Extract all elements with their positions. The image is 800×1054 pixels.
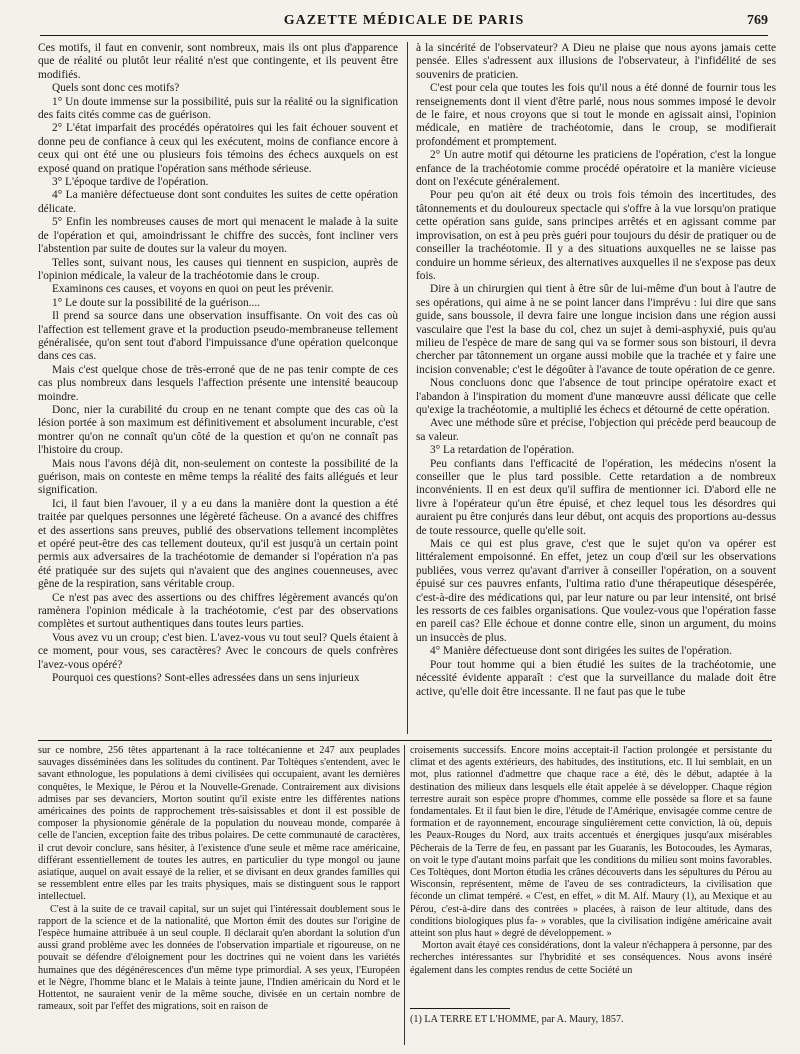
paragraph: Il prend sa source dans une observation insuffisante. On voit des cas où l'affection est tellement grave et la production pseudo-membraneuse tellement généralisée, qu'on sent tout d'abord l'impuissance d'une opération quelconque dans ces cas. — [38, 310, 398, 363]
paragraph: Mais ce qui est plus grave, c'est que le sujet qu'on va opérer est littéralement empoisonné. En effet, jetez un coup d'œil sur les observations publiées, vous verrez qu'avant d'arriver à conseiller l'opération, on a souvent épuisé sur ces pauvres enfants, l'ultima ratio d'une thérapeutique désespérée, c'est-à-dire des médications qui, par leur nature ou par leur intensité, ont brisé les ressorts de ces faibles organisations. Que voulez-vous que l'opération fasse en pareil cas? Elle échoue et donne contre elle, sinon un argument, du moins un insuccès de plus. — [416, 538, 776, 644]
paragraph: Dire à un chirurgien qui tient à être sûr de lui-même d'un bout à l'autre de ses opérations, qui aime à ne se point lancer dans l'imprévu : lui dire que sans guide, sans boussole, il devra faire une longue incision dans une région aussi vasculaire que l'est la base du col, chez un sujet à demi-asphyxié, puis qu'au milieu de l'espèce de mare de sang qui va se former sous son bistouri, il devra chercher par tâtonnement un organe aussi mobile que la trachée et y faire une incision convenable; c'est le dégoûter à l'avance de toute opération de ce genre. — [416, 283, 776, 376]
paragraph: 2° L'état imparfait des procédés opératoires qui les fait échouer souvent et donne peu de confiance à ceux qui les exécutent, moins de confiance encore à ceux qui ont été une ou plusieurs fois témoins des échecs auxquels on est exposé quand on pratique l'opération sans méthode sérieuse. — [38, 122, 398, 175]
paragraph: croisements successifs. Encore moins acceptait-il l'action prolongée et persistante du climat et des agents extérieurs, des habitudes, des institutions, etc. Il lui semblait, en un mot, plus rationnel d'admettre que chaque race a été, dès le début, adaptée à la destination des milieux dans lesquels elle était appelée à se développer. Chaque région terrestre aurait son espèce propre d'hommes, comme elle possède sa flore et sa faune fondamentales. Et il faut bien le dire, l'étude de l'Amérique, envisagée comme centre de formation et de rayonnement, encourage singulièrement cette conviction, là où, depuis les Peaux-Rouges du Nord, aux traits accentués et énergiques jusqu'aux misérables Pêcherais de la Terre de feu, en passant par les Guaranis, les Botocoudes, les Aymaras, on voit le type d'autant moins parfait que les conditions du milieu sont moins favorables. Ces Toltèques, dont Morton étudia les crânes découverts dans les sépultures du Pérou au Wisconsin, représentent, même de l'aveu de ses contradicteurs, la civilisation que féconde un climat tempéré. « C'est, en effet, » dit M. Alf. Maury (1), au Mexique et au Pérou, c'est-à-dire dans des contrées » placées, à raison de leur altitude, dans des conditions biologiques plus fa- » vorables, que la civilisation indigène américaine avait atteint son plus haut » degré de développement. » — [410, 745, 772, 940]
footnote-rule — [410, 1008, 510, 1009]
paragraph: Peu confiants dans l'efficacité de l'opération, les médecins n'osent la conseiller que le plus tard possible. Cette retardation a de nombreux inconvénients. Il en est deux qu'il suffira de mentionner ici. D'abord elle ne livre à l'opérateur qu'un être épuisé, et chez lequel tous les désordres qui auraient pu être conjurés dans leur début, ont acquis des proportions au-dessus de toute ressource, quelle qu'elle soit. — [416, 457, 776, 537]
journal-title: GAZETTE MÉDICALE DE PARIS — [283, 13, 525, 28]
paragraph: Ces motifs, il faut en convenir, sont nombreux, mais ils ont plus d'apparence que de réalité ou plutôt leur réalité n'est que contingente, et ils peuvent être modifiés. — [38, 42, 398, 81]
section-divider — [38, 740, 772, 741]
paragraph: 1° Un doute immense sur la possibilité, puis sur la réalité ou la signification des faits cités comme cas de guérison. — [38, 95, 398, 122]
paragraph: Examinons ces causes, et voyons en quoi on peut les prévenir. — [52, 283, 334, 296]
paragraph: 2° Un autre motif qui détourne les praticiens de l'opération, c'est la longue enfance de la trachéotomie comme procédé opératoire et la manière vicieuse dont on l'exécute généralement. — [416, 149, 776, 189]
paragraph: Donc, nier la curabilité du croup en ne tenant compte que des cas où la lésion portée à son maximum est définitivement et absolument incurable, c'est montrer qu'on ne connaît qu'un côté de la question et qu'on ne connaît pas l'histoire du croup. — [38, 403, 398, 457]
paragraph: Ce n'est pas avec des assertions ou des chiffres légèrement avancés qu'on ramènera l'opinion médicale à la trachéotomie, c'est par des observations complètes et surtout authentiques dans toutes leurs parties. — [38, 591, 398, 631]
column-divider — [407, 42, 408, 734]
paragraph: C'est pour cela que toutes les fois qu'il nous a été donné de fournir tous les renseignements dont il vient d'être parlé, nous nous sommes imposé le devoir de le faire, et nous croyons que si tout le monde en agissait ainsi, l'opinion médicale, en matière de trachéotomie, dans le croup, se modifierait profondément et promptement. — [416, 82, 776, 148]
paragraph: Telles sont, suivant nous, les causes qui tiennent en suspicion, auprès de l'opinion médicale, la valeur de la trachéotomie dans le croup. — [38, 256, 398, 282]
paragraph: 4° Manière défectueuse dont sont dirigées les suites de l'opération. — [430, 645, 733, 658]
paragraph: 4° La manière défectueuse dont sont conduites les suites de cette opération délicate. — [38, 189, 398, 215]
paragraph: Nous concluons donc que l'absence de tout principe opératoire exact et l'abandon à l'inspiration du moment d'une manœuvre aussi délicate que celle qu'exige la trachéotomie, a multiplié les échecs et détourné de cette opération. — [416, 377, 776, 416]
feuilleton-column-right — [410, 745, 772, 1045]
page-header — [40, 13, 768, 36]
paragraph: Avec une méthode sûre et précise, l'objection qui précède perd beaucoup de sa valeur. — [416, 417, 776, 443]
article-columns — [38, 42, 776, 734]
column-divider — [404, 745, 405, 1045]
footnote: (1) LA TERRE ET L'HOMME, par A. Maury, 1857. — [410, 1014, 624, 1025]
paragraph: sur ce nombre, 256 têtes appartenant à la race toltécanienne et 247 aux peuplades sauvages disséminées dans les solitudes du continent. Par Toltèques s'entendent, avec le savant ethnologue, les populations à demi civilisées qui occupaient, avant les dernières conquêtes, le Mexique, le Pérou et la Nouvelle-Grenade. Contrairement aux divisions admises par ses devanciers, Morton soutint qu'il existe entre les différentes nations américaines des points de rapprochement très-saisissables et dont il est possible de composer la physionomie générale de la population du nouveau monde, comparée à celle de l'ancien, exception faite des tribus polaires. De cette communauté de caractères, il crut devoir conclure, sans hésiter, à l'existence d'une seule et même race américaine, différant essentiellement de toutes les autres, en particulier du type mongol ou jaune asiatique, auquel on avait essayé de la relier, et se divisant en deux grandes familles qui se ressemblent entre elles par les traits physiques, mais se distinguent sous le rapport intellectuel. — [38, 745, 400, 903]
paragraph: Quels sont donc ces motifs? — [52, 82, 180, 95]
paragraph: Morton avait étayé ces considérations, dont la valeur n'échappera à personne, par des recherches intéressantes sur l'hybridité et ses conséquences. Nous avons inséré également dans les comptes rendus de cette Société un — [410, 940, 772, 976]
feuilleton-column-left — [38, 745, 400, 1045]
article-column-left — [38, 42, 398, 734]
paragraph: Pourquoi ces questions? Sont-elles adressées dans un sens injurieux — [52, 672, 360, 685]
paragraph: Ici, il faut bien l'avouer, il y a eu dans la manière dont la question a été traitée par quelques personnes une légèreté fâcheuse. On a avancé des chiffres et des assertions sans preuves, publié des observations tellement incomplètes et opéré peut-être des cas tellement douteux, qu'il est jusqu'à un certain point permis aux adversaires de la trachéotomie de demander si l'opération n'a pas été pratiquée sur des sujets qui n'avaient que des angines couenneuses, avec gêne de la respiration, sans véritable croup. — [38, 497, 398, 591]
paragraph: 3° L'époque tardive de l'opération. — [52, 176, 209, 189]
paragraph: Vous avez vu un croup; c'est bien. L'avez-vous vu tout seul? Quels étaient à ce moment, pour vous, ses caractères? Avec le concours de quels confrères l'avez-vous opéré? — [38, 631, 398, 671]
paragraph: 1° Le doute sur la possibilité de la guérison.... — [52, 296, 261, 309]
feuilleton-columns — [38, 745, 772, 1045]
paragraph: Pour tout homme qui a bien étudié les suites de la trachéotomie, une nécessité évidente apparaît : c'est que la surveillance du malade doit être active, qu'elle doit être incessante. Il ne faut pas que le tube — [416, 658, 776, 698]
paragraph: Mais c'est quelque chose de très-erroné que de ne pas tenir compte de ces cas plus nombreux dans lesquels l'affection présente une intensité beaucoup moindre. — [38, 363, 398, 403]
article-column-right — [416, 42, 776, 734]
paragraph: C'est à la suite de ce travail capital, sur un sujet qui l'intéressait doublement sous le rapport de la science et de la nationalité, que Morton émit des doutes sur l'origine de l'espèce humaine attribuée à un seul couple. Il déclarait qu'en abordant la solution d'un aussi grand problème avec les données de l'observation impartiale et rigoureuse, on ne pouvait se défendre d'éloignement pour les doctrines qui ne voient dans les variétés humaines que des dégénérescences d'un même type primordial. A ses yeux, l'Européen et le Nègre, l'homme blanc et le Malais à teinte jaune, l'Indien américain du Nord et le Hottentot, ne sauraient venir de la même souche, divisée en un certain nombre de rameaux, soit par l'effet des migrations, soit en raison de — [38, 903, 400, 1013]
paragraph: Mais nous l'avons déjà dit, non-seulement on conteste la possibilité de la guérison, mais on conteste en même temps la réalité des faits allégués et leur signification. — [38, 457, 398, 497]
page-number: 769 — [747, 13, 768, 28]
paragraph: 3° La retardation de l'opération. — [430, 444, 575, 457]
paragraph: Pour peu qu'on ait été deux ou trois fois témoin des incertitudes, des tâtonnements et du douloureux spectacle qui s'offre à la vue lorsqu'on pratique cette opération sans guide, sans principes arrêtés et en agissant comme par improvisation, on est à peu près guéri pour toujours du désir de pratiquer ou de conseiller la trachéotomie. Il y a des situations auxquelles ne se laisse pas conduire un homme sérieux, des alternatives auxquelles il ne s'expose pas deux fois. — [416, 189, 776, 282]
paragraph: 5° Enfin les nombreuses causes de mort qui menacent le malade à la suite de l'opération et qui, amoindrissant le chiffre des succès, font incliner vers l'abstention par suite de doutes sur la valeur du moyen. — [38, 216, 398, 256]
paragraph: à la sincérité de l'observateur? A Dieu ne plaise que nous ayons jamais cette pensée. Elles s'adressent aux illusions de l'observateur, à l'infidélité de ses souvenirs de praticien. — [416, 42, 776, 81]
